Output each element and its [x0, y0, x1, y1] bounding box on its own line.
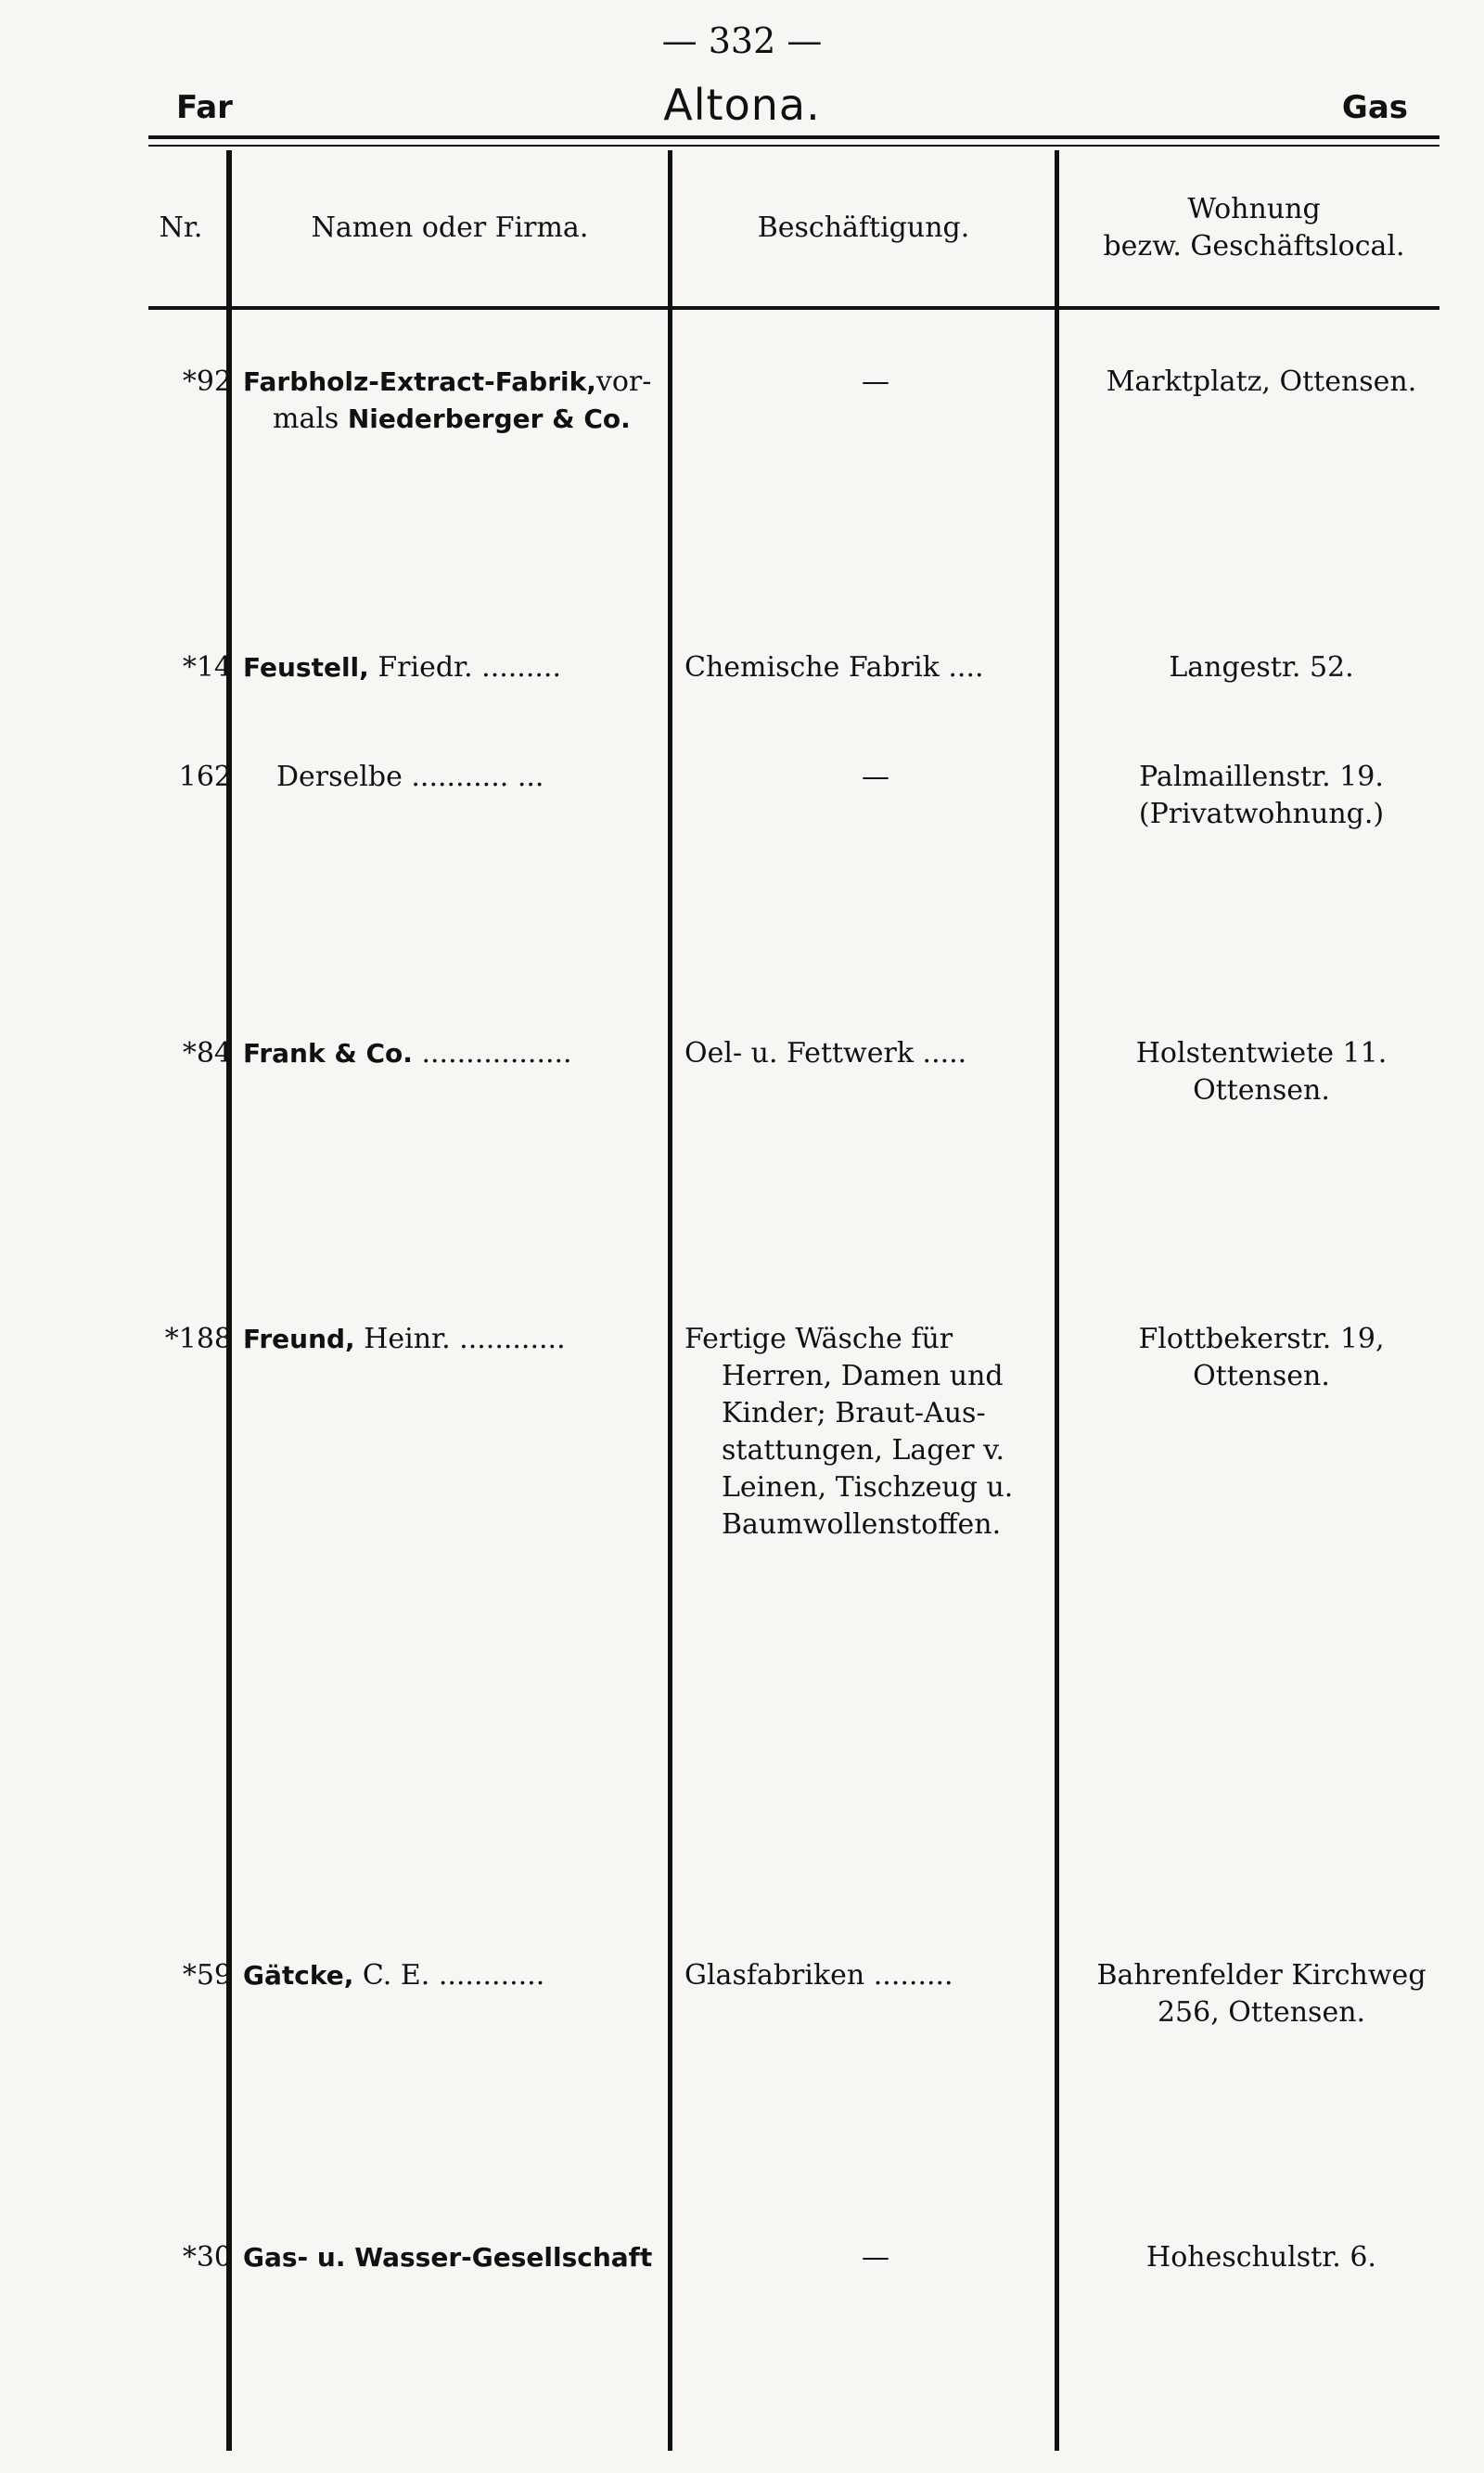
entry-occupation-line: Baumwollenstoffen.	[722, 1508, 1002, 1541]
entry-name-bold: Freund,	[243, 1324, 355, 1354]
entry-nr: *30	[182, 2241, 232, 2274]
column-header-rule	[148, 306, 1439, 310]
column-header-address-line1: Wohnung	[1187, 193, 1321, 225]
entry-address-line: Palmaillenstr. 19.	[1139, 761, 1384, 793]
entry-address	[1076, 649, 1447, 686]
entry-occupation: Chemische Fabrik ....	[684, 651, 984, 684]
entry-address-line: Marktplatz, Ottensen.	[1106, 365, 1417, 398]
entry-nr: *92	[182, 365, 232, 398]
entry-name-bold: Gätcke,	[243, 1960, 354, 1991]
entry-address-line: Ottensen.	[1193, 1360, 1330, 1392]
header-left: Far	[176, 89, 233, 126]
entry-name	[243, 364, 659, 438]
entry-name-bold: Feustell,	[243, 652, 369, 683]
entry-name-line2: mals	[273, 403, 348, 435]
entry-name-bold: Farbholz-Extract-Fabrik,	[243, 366, 596, 397]
column-divider	[226, 150, 232, 2451]
entry-name	[243, 2239, 659, 2276]
entry-address	[1076, 364, 1447, 401]
entry-name-rest: vor-	[595, 365, 652, 398]
entry-name-line2-bold: Niederberger & Co.	[347, 404, 631, 434]
entry-occupation: —	[862, 2241, 889, 2274]
entry-name-rest: Friedr. .........	[368, 651, 561, 684]
column-header-nr: Nr.	[159, 211, 203, 244]
entry-address	[1076, 1957, 1447, 2031]
page-number: — 332 —	[661, 20, 823, 61]
entry-address	[1076, 1321, 1447, 1395]
entry-occupation	[684, 1321, 1067, 1544]
entry-occupation: —	[862, 761, 889, 793]
entry-name-rest: .................	[412, 1037, 572, 1070]
entry-address-line: Bahrenfelder Kirchweg	[1096, 1959, 1426, 1992]
entry-address-line: Ottensen.	[1193, 1074, 1330, 1107]
entry-occupation-line: Herren, Damen und	[722, 1360, 1004, 1392]
entry-nr: *188	[164, 1323, 232, 1355]
entry-name-rest: C. E. ............	[353, 1959, 545, 1992]
top-rule-thin	[148, 145, 1439, 147]
entry-address	[1076, 1035, 1447, 1109]
entry-address-line: Holstentwiete 11.	[1135, 1037, 1388, 1070]
entry-address-line: Langestr. 52.	[1169, 651, 1354, 684]
column-divider	[668, 150, 672, 2451]
entry-occupation: Oel- u. Fettwerk .....	[684, 1037, 967, 1070]
entry-nr: *14	[182, 651, 232, 684]
entry-nr: *59	[182, 1959, 232, 1992]
entry-name-bold: Gas- u. Wasser-Gesellschaft	[243, 2242, 653, 2273]
entry-address	[1076, 759, 1447, 833]
entry-name: Derselbe ........... ...	[276, 761, 544, 793]
entry-occupation-line: stattungen, Lager v.	[722, 1434, 1005, 1467]
entry-occupation-line: Leinen, Tischzeug u.	[722, 1471, 1014, 1504]
entry-name-bold: Frank & Co.	[243, 1038, 413, 1069]
column-header-address	[1059, 191, 1449, 265]
header-right: Gas	[1341, 89, 1408, 126]
column-divider	[1055, 150, 1059, 2451]
entry-address-line: Flottbekerstr. 19,	[1138, 1323, 1385, 1355]
entry-occupation: —	[862, 365, 889, 398]
top-rule	[148, 135, 1439, 139]
header-center-title: Altona.	[663, 80, 821, 130]
entry-address-line: (Privatwohnung.)	[1138, 798, 1385, 830]
entry-name	[243, 1957, 659, 1994]
column-header-name: Namen oder Firma.	[311, 211, 589, 244]
entry-name	[243, 1035, 659, 1072]
column-header-occupation: Beschäftigung.	[757, 211, 970, 244]
entry-name-rest: Heinr. ............	[354, 1323, 566, 1355]
column-header-address-line2: bezw. Geschäftslocal.	[1103, 230, 1405, 263]
entry-nr: 162	[178, 761, 232, 793]
entry-name	[243, 1321, 659, 1358]
entry-address	[1076, 2239, 1447, 2276]
entry-occupation: Glasfabriken .........	[684, 1959, 953, 1992]
entry-occupation-line: Fertige Wäsche für	[684, 1323, 953, 1355]
entry-nr: *84	[182, 1037, 232, 1070]
entry-name	[243, 649, 659, 686]
entry-address-line: Hoheschulstr. 6.	[1146, 2241, 1376, 2274]
entry-address-line: 256, Ottensen.	[1157, 1996, 1366, 2029]
entry-occupation-line: Kinder; Braut-Aus-	[722, 1397, 986, 1429]
